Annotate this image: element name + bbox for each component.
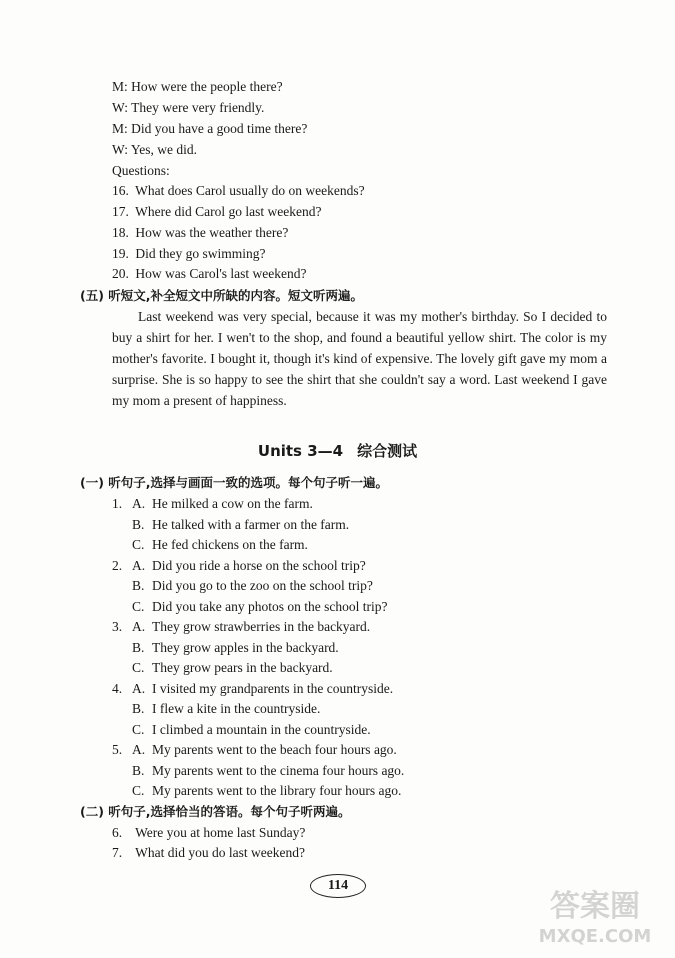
watermark-text: 答案圈 — [550, 889, 640, 924]
option-row — [112, 741, 397, 759]
sentence-text: Were you at home last Sunday? — [135, 825, 306, 840]
option-row — [112, 639, 339, 657]
option-row — [112, 598, 387, 616]
option-text: My parents went to the beach four hours ago. — [152, 742, 397, 757]
question-text: Did they go swimming? — [135, 246, 266, 261]
item-number: 5. — [112, 742, 123, 757]
option-letter: C. — [132, 783, 145, 798]
dialogue-line: M: Did you have a good time there? — [112, 121, 308, 136]
questions-label: Questions: — [112, 163, 170, 178]
question-number: 16. — [112, 183, 129, 198]
option-letter: B. — [132, 517, 145, 532]
page-number: 114 — [310, 874, 366, 898]
question-text: Where did Carol go last weekend? — [135, 204, 322, 219]
option-text: He talked with a farmer on the farm. — [152, 517, 350, 532]
option-text: They grow apples in the backyard. — [152, 640, 339, 655]
option-letter: A. — [132, 681, 146, 696]
option-text: My parents went to the library four hours ago. — [152, 783, 402, 798]
option-text: Did you go to the zoo on the school trip? — [152, 578, 373, 593]
option-letter: B. — [132, 763, 145, 778]
question-text: What does Carol usually do on weekends? — [135, 183, 365, 198]
option-row — [112, 721, 371, 739]
option-row — [112, 700, 320, 718]
option-letter: A. — [132, 496, 146, 511]
item-number: 2. — [112, 558, 123, 573]
passage-paragraph: Last weekend was very special, because it was my mother's birthday. So I decided to buy a shirt for her. I wen't to the shop, and found a beautiful yellow shirt. The color is my mother's favorite. I bought it, though it's kind of expensive. The lovely gift gave my mom a surprise. She is so happy to see the shirt that she couldn't say a word. Last weekend I gave my mom a present of happiness. — [112, 309, 607, 408]
option-row — [112, 495, 313, 513]
question-text: How was the weather there? — [135, 225, 289, 240]
unit-title — [0, 440, 675, 461]
option-row — [112, 659, 333, 677]
option-row — [112, 618, 370, 636]
question-number: 18. — [112, 225, 129, 240]
option-letter: C. — [132, 660, 145, 675]
question-number: 17. — [112, 204, 129, 219]
option-row — [112, 762, 404, 780]
unit-title-label: 综合测试 — [357, 442, 418, 460]
unit-title-range: Units 3—4 — [257, 442, 344, 460]
sentence-number: 6. — [112, 825, 123, 840]
option-letter: C. — [132, 599, 145, 614]
question-number: 20. — [112, 266, 129, 281]
option-text: I visited my grandparents in the countryside. — [152, 681, 394, 696]
option-letter: A. — [132, 742, 146, 757]
option-letter: B. — [132, 640, 145, 655]
dialogue-line: M: How were the people there? — [112, 79, 283, 94]
sentence-number: 7. — [112, 845, 123, 860]
watermark-url: MXQE.COM — [538, 926, 652, 947]
option-text: They grow pears in the backyard. — [152, 660, 333, 675]
option-row — [112, 680, 393, 698]
item-number: 3. — [112, 619, 123, 634]
option-letter: B. — [132, 578, 145, 593]
section-heading-1: (一) 听句子,选择与画面一致的选项。每个句子听一遍。 — [80, 475, 389, 490]
option-letter: C. — [132, 722, 145, 737]
question-number: 19. — [112, 246, 129, 261]
option-letter: A. — [132, 619, 146, 634]
question-text: How was Carol's last weekend? — [135, 266, 307, 281]
option-letter: C. — [132, 537, 145, 552]
sentence-item — [112, 824, 305, 842]
question-item — [112, 182, 365, 200]
option-row — [112, 782, 401, 800]
option-row — [112, 577, 373, 595]
option-text: They grow strawberries in the backyard. — [152, 619, 371, 634]
option-text: My parents went to the cinema four hours ago. — [152, 763, 405, 778]
question-item — [112, 203, 321, 221]
question-item — [112, 245, 266, 263]
option-letter: A. — [132, 558, 146, 573]
option-text: I flew a kite in the countryside. — [152, 701, 321, 716]
option-text: He milked a cow on the farm. — [152, 496, 313, 511]
option-text: I climbed a mountain in the countryside. — [152, 722, 371, 737]
option-text: Did you ride a horse on the school trip? — [152, 558, 366, 573]
item-number: 4. — [112, 681, 123, 696]
option-row — [112, 557, 366, 575]
option-letter: B. — [132, 701, 145, 716]
section-heading-5: (五) 听短文,补全短文中所缺的内容。短文听两遍。 — [80, 288, 364, 303]
sentence-text: What did you do last weekend? — [135, 845, 305, 860]
dialogue-line: W: Yes, we did. — [112, 142, 198, 157]
option-text: Did you take any photos on the school trip? — [152, 599, 388, 614]
option-row — [112, 536, 308, 554]
option-row — [112, 516, 349, 534]
question-item — [112, 265, 307, 283]
question-item — [112, 224, 288, 242]
dialogue-line: W: They were very friendly. — [112, 100, 265, 115]
item-number: 1. — [112, 496, 123, 511]
watermark-logo — [525, 878, 665, 950]
section-heading-2: (二) 听句子,选择恰当的答语。每个句子听两遍。 — [80, 804, 351, 819]
sentence-item — [112, 844, 305, 862]
option-text: He fed chickens on the farm. — [152, 537, 308, 552]
